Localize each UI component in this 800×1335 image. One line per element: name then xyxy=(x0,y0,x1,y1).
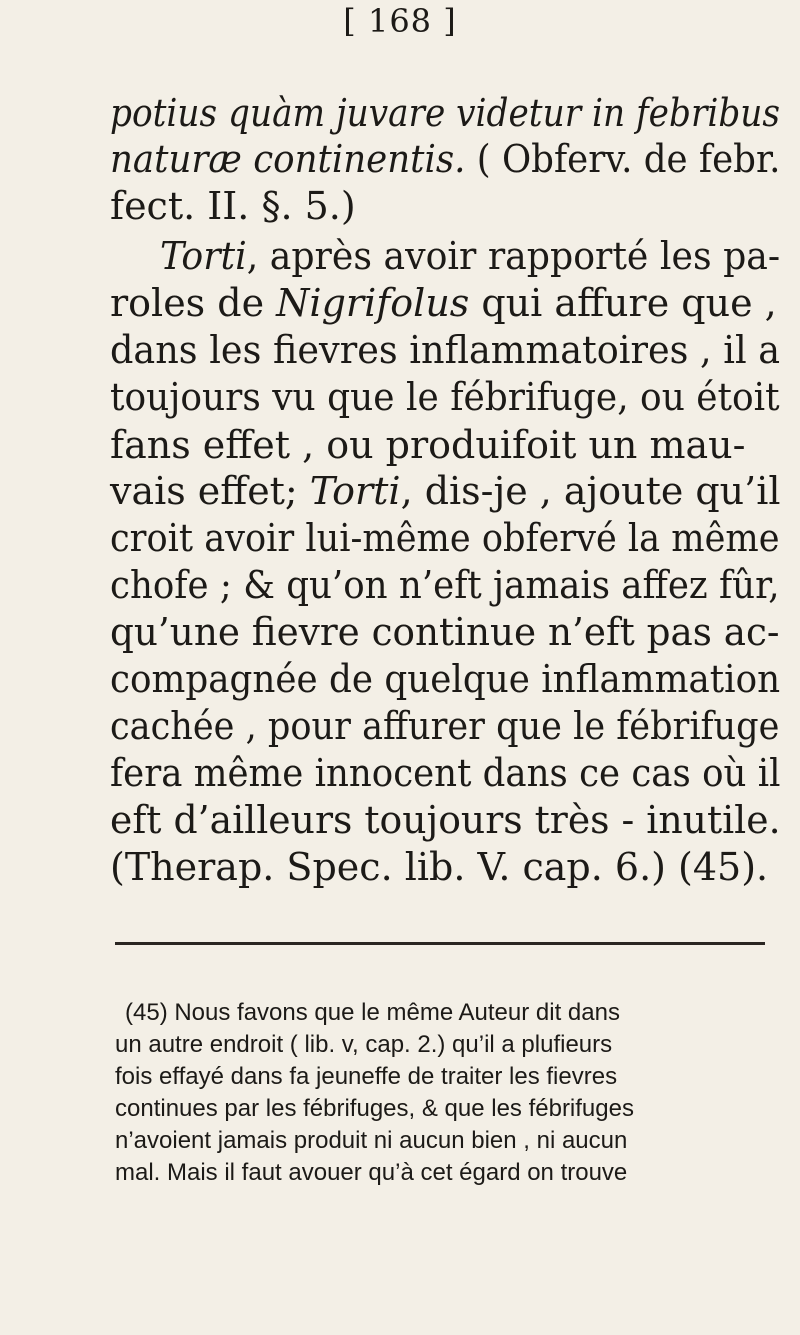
italic-quote: potius quàm juvare videtur in febribus xyxy=(110,91,781,135)
italic-quote: naturæ continentis. xyxy=(110,137,466,181)
footnote-line: fois effayé dans fa jeuneffe de traiter les fievres xyxy=(115,1063,618,1090)
footnote-line: un autre endroit ( lib. v, cap. 2.) qu’il a plufieurs xyxy=(115,1031,613,1058)
page-number: [ 168 ] xyxy=(343,2,457,40)
text-line xyxy=(110,90,780,136)
text-line: (Therap. Spec. lib. V. cap. 6.) (45). xyxy=(110,845,769,889)
text-span: roles de xyxy=(110,281,277,325)
citation: ( Obferv. de febr. xyxy=(465,137,781,181)
footnote-line: continues par les fébrifuges, & que les fébrifuges xyxy=(115,1095,634,1122)
text-line: fera même innocent dans ce cas où il xyxy=(110,751,781,795)
text-line: qu’une fievre continue n’eft pas ac- xyxy=(110,610,780,654)
text-span: , dis-je , ajoute qu’il xyxy=(400,469,781,513)
text-line: compagnée de quelque inflammation xyxy=(110,657,781,701)
text-line xyxy=(110,468,780,514)
text-line xyxy=(110,136,780,182)
text-line: croit avoir lui-même obfervé la même xyxy=(110,516,780,560)
text-line: cachée , pour affurer que le fébrifuge xyxy=(110,704,780,748)
text-line: dans les fievres inflammatoires , il a xyxy=(110,328,781,372)
footnote-line: mal. Mais il faut avouer qu’à cet égard on trouve xyxy=(115,1159,628,1186)
text-line xyxy=(160,233,780,279)
text-span: , après avoir rapporté les pa- xyxy=(246,234,781,278)
author-name: Torti xyxy=(160,234,247,278)
text-line: fans effet , ou produifoit un mau- xyxy=(110,423,746,467)
text-line: chofe ; & qu’on n’eft jamais affez fûr, xyxy=(110,563,780,607)
footnote-line: n’avoient jamais produit ni aucun bien , ni aucun xyxy=(115,1127,628,1154)
author-name: Torti xyxy=(309,469,401,513)
text-line: eft d’ailleurs toujours très - inutile. xyxy=(110,798,781,842)
text-span: vais effet; xyxy=(110,469,310,513)
footnote-line: (45) Nous favons que le même Auteur dit dans xyxy=(125,999,620,1026)
text-span: qui affure que , xyxy=(469,281,777,325)
text-line xyxy=(110,280,777,326)
footnote-divider xyxy=(115,942,765,945)
author-name: Nigrifolus xyxy=(276,281,470,325)
text-line: toujours vu que le fébrifuge, ou étoit xyxy=(110,375,780,419)
text-line: fect. II. §. 5.) xyxy=(110,184,356,228)
